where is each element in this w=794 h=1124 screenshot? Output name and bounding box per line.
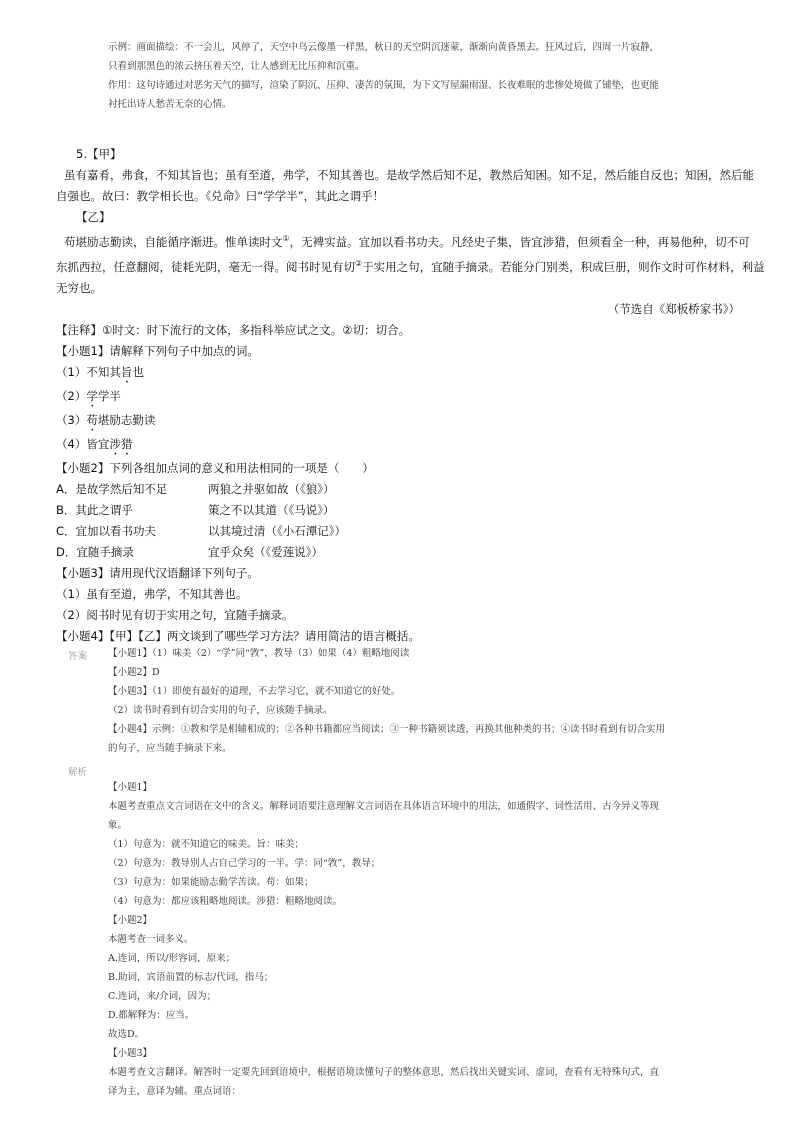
sub-question-2-title: 【小题2】下列各组加点词的意义和用法相同的一项是（ ） <box>56 460 374 475</box>
answer-line: 【小题2】D <box>108 667 160 678</box>
question-5 <box>56 144 765 647</box>
sub-question-1-title: 【小题1】请解释下列句子中加点的词。 <box>56 343 259 358</box>
footnote-2-marker: ② <box>355 258 363 268</box>
effect-line-2: 衬托出诗人愁苦无奈的心情。 <box>108 99 232 110</box>
answer-line: 的句子，应当随手摘录下来。 <box>108 743 232 754</box>
analysis-line: （2）句意为：教导别人占自己学习的一半。学：同“敩”，教导； <box>108 858 381 869</box>
answer-block <box>108 644 748 758</box>
footnote-1-marker: ① <box>282 234 290 243</box>
annotation-note: 【注释】①时文：时下流行的文体，多指科举应试之文。②切：切合。 <box>56 322 411 337</box>
analysis-line: C.连词，来/介词，因为； <box>108 991 217 1002</box>
q5-heading: 5.【甲】 <box>76 147 122 161</box>
yi-line-3: 无穷也。 <box>56 280 102 295</box>
analysis-line: B.助词，宾语前置的标志/代词，指马； <box>108 972 274 983</box>
sub-question-3-title: 【小题3】请用现代汉语翻译下列句子。 <box>56 565 259 580</box>
effect-line-1: 作用：这句诗通过对恶劣天气的描写，渲染了阴沉、压抑、凄苦的氛围，为下文写屋漏雨湿、长夜难眠的悲惨处境做了铺垫，也更能 <box>108 80 660 91</box>
analysis-line: 本题考查文言翻译。解答时一定要先回到语境中，根据语境读懂句子的整体意思，然后找出关键实词、虚词，查看有无特殊句式，直 <box>108 1067 660 1078</box>
answer-line: 【小题4】示例：①教和学是相辅相成的；②各种书籍都应当阅读；③一种书籍须读透，再换其他种类的书；④读书时看到有切合实用 <box>108 724 666 735</box>
sub-question-3-item-2: （2）阅书时见有切于实用之句，宜随手摘录。 <box>56 607 294 622</box>
analysis-line: 【小题1】 <box>108 782 153 793</box>
analysis-line: （3）句意为：如果能励志勤学苦读。苟：如果； <box>108 877 314 888</box>
top-example-block <box>108 38 748 114</box>
yi-line-2: 东抓西拉，任意翻阅，徒耗光阴，毫无一得。阅书时见有切②于实用之句，宜随手摘录。若能分门别类，积成巨册，则作文时可作材料，利益 <box>56 258 765 274</box>
answer-line: 【小题1】（1）味美（2）“学”同“敩”，教导（3）如果（4）粗略地阅读 <box>108 648 410 659</box>
analysis-line: 故选D。 <box>108 1029 145 1040</box>
analysis-line: 译为主，意译为辅。重点词语： <box>108 1086 242 1097</box>
analysis-line: （4）句意为：都应该粗略地阅读。涉猎：粗略地阅读。 <box>108 896 343 907</box>
source-citation: （节选自《郑板桥家书》） <box>607 301 740 316</box>
jia-line-2: 自强也。故曰：教学相长也。《兑命》曰“学学半”，其此之谓乎！ <box>56 189 385 203</box>
analysis-line: 【小题2】 <box>108 915 153 926</box>
analysis-block <box>108 778 748 1101</box>
sub-question-1-item-3: （3）苟堪励志勤读 <box>56 412 156 427</box>
analysis-line: D.都解释为：应当。 <box>108 1010 195 1021</box>
option-c: C．宜加以看书功夫 以其境过清（《小石潭记》） <box>56 523 346 538</box>
answer-line: 【小题3】（1）即使有最好的道理，不去学习它，就不知道它的好处。 <box>108 686 401 697</box>
analysis-line: 本题考查一词多义。 <box>108 934 194 945</box>
analysis-label: 解析 <box>68 767 88 778</box>
analysis-line: 本题考查重点文言词语在文中的含义。解释词语要注意理解文言词语在具体语言环境中的用法，如通假字、词性活用、古今异义等现 <box>108 801 660 812</box>
example-line-1: 示例：画面描绘：不一会儿，风停了，天空中乌云像墨一样黑，秋日的天空阴沉迷蒙，渐渐向黄昏黑去。狂风过后，四周一片寂静， <box>108 42 660 53</box>
sub-question-1-item-4: （4）皆宜涉猎 <box>56 436 133 451</box>
example-line-2: 只看到那黑色的浓云挤压着天空，让人感到无比压抑和沉重。 <box>108 61 365 72</box>
yi-heading: 【乙】 <box>76 210 111 224</box>
analysis-line: 象。 <box>108 820 128 831</box>
answer-line: （2）读书时看到有切合实用的句子，应该随手摘录。 <box>108 705 333 716</box>
answer-label: 答案 <box>68 651 88 662</box>
option-d: D．宜随手摘录 宜乎众矣（《爱莲说》） <box>56 544 323 559</box>
yi-line-1: 苟堪励志勤读，自能循序渐进。惟单读时文①，无裨实益。宜加以看书功夫。凡经史子集，皆宜涉猎，但须看全一种，再易他种，切不可 <box>64 234 750 249</box>
analysis-line: （1）句意为：就不知道它的味美。旨：味美； <box>108 839 305 850</box>
sub-question-1-item-2: （2）学学半 <box>56 388 121 403</box>
jia-line-1: 虽有嘉肴，弗食，不知其旨也；虽有至道，弗学，不知其善也。是故学然后知不足，教然后知困。知不足，然后能自反也；知困，然后能 <box>64 168 754 182</box>
analysis-line: A.连词，所以/形容词，原来； <box>108 953 236 964</box>
option-a: A．是故学然后知不足 两狼之并驱如故（《狼》） <box>56 481 335 496</box>
sub-question-3-item-1: （1）虽有至道，弗学，不知其善也。 <box>56 586 248 601</box>
sub-question-4-title: 【小题4】【甲】【乙】两文谈到了哪些学习方法？请用简洁的语言概括。 <box>56 628 420 643</box>
analysis-line: 【小题3】 <box>108 1048 153 1059</box>
option-b: B．其此之谓乎 策之不以其道（《马说》） <box>56 502 335 517</box>
sub-question-1-item-1: （1）不知其旨也 <box>56 364 144 379</box>
